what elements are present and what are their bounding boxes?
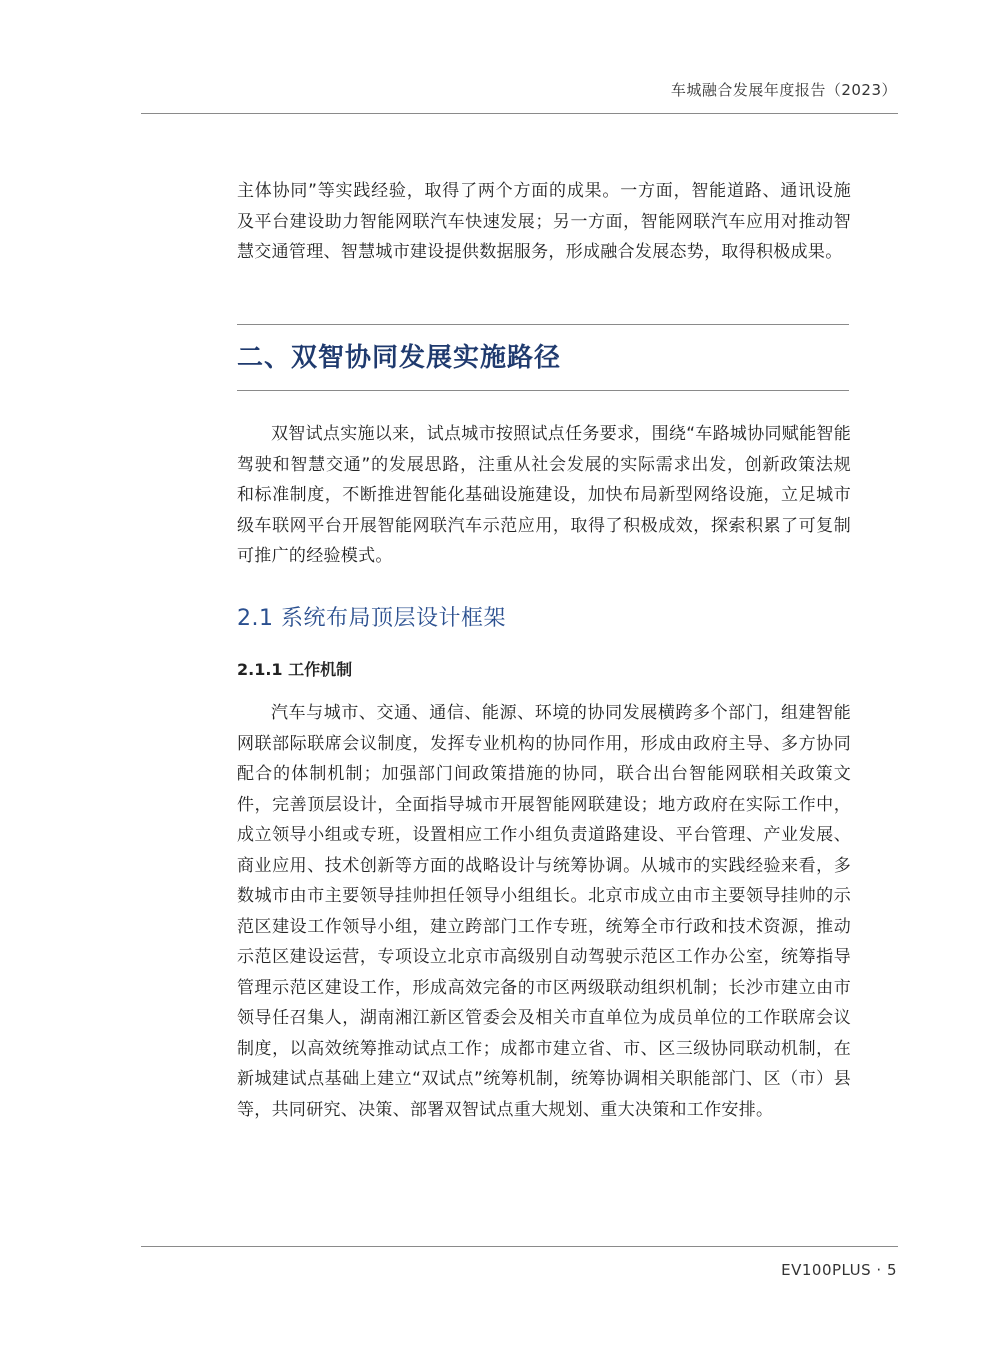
subsubsection-title: 2.1.1 工作机制 [237, 660, 353, 679]
subsection-title: 2.1 系统布局顶层设计框架 [237, 606, 506, 631]
section-title: 二、双智协同发展实施路径 [237, 343, 562, 373]
section-rule-top [237, 324, 849, 325]
header-rule [141, 113, 898, 114]
section-paragraph: 双智试点实施以来，试点城市按照试点任务要求，围绕“车路城协同赋能智能驾驶和智慧交通”的发展思路，注重从社会发展的实际需求出发，创新政策法规和标准制度，不断推进智能化基础设施建设，加快布局新型网络设施，立足城市级车联网平台开展智能网联汽车示范应用，取得了积极成效，探索积累了可复制可推广的经验模式。 [237, 424, 852, 566]
body-paragraph: 汽车与城市、交通、通信、能源、环境的协同发展横跨多个部门，组建智能网联部际联席会议制度，发挥专业机构的协同作用，形成由政府主导、多方协同配合的体制机制；加强部门间政策措施的协同，联合出台智能网联相关政策文件，完善顶层设计，全面指导城市开展智能网联建设；地方政府在实际工作中，成立领导小组或专班，设置相应工作小组负责道路建设、平台管理、产业发展、商业应用、技术创新等方面的战略设计与统筹协调。从城市的实践经验来看，多数城市由市主要领导挂帅担任领导小组组长。北京市成立由市主要领导挂帅的示范区建设工作领导小组，建立跨部门工作专班，统筹全市行政和技术资源，推动示范区建设运营，专项设立北京市高级别自动驾驶示范区工作办公室，统筹指导管理示范区建设工作，形成高效完备的市区两级联动组织机制；长沙市建立由市领导任召集人，湖南湘江新区管委会及相关市直单位为成员单位的工作联席会议制度，以高效统筹推动试点工作；成都市建立省、市、区三级协同联动机制，在新城建试点基础上建立“双试点”统筹机制，统筹协调相关职能部门、区（市）县等，共同研究、决策、部署双智试点重大规划、重大决策和工作安排。 [237, 703, 851, 1120]
intro-paragraph: 主体协同”等实践经验，取得了两个方面的成果。一方面，智能道路、通讯设施及平台建设助力智能网联汽车快速发展；另一方面，智能网联汽车应用对推动智慧交通管理、智慧城市建设提供数据服务，形成融合发展态势，取得积极成果。 [237, 181, 851, 262]
footer-rule [141, 1246, 898, 1247]
section-rule-bottom [237, 390, 849, 391]
header-title: 车城融合发展年度报告（2023） [670, 81, 897, 99]
footer-page-label: EV100PLUS · 5 [781, 1261, 897, 1279]
